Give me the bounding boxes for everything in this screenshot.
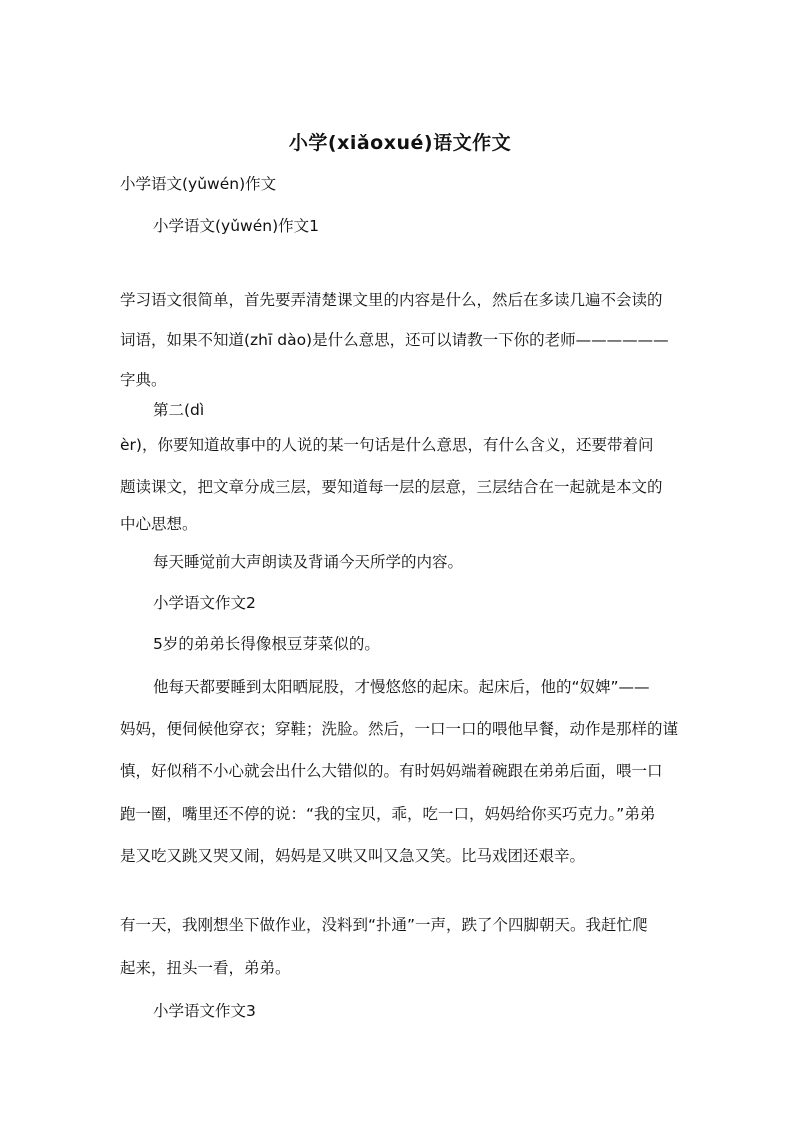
paragraph-line: 跑一圈，嘴里还不停的说：“我的宝贝，乖，吃一口，妈妈给你买巧克力。”弟弟 — [120, 805, 656, 823]
paragraph-line: 词语，如果不知道(zhī dào)是什么意思，还可以请教一下你的老师—————— — [120, 331, 669, 349]
paragraph-line: 学习语文很简单，首先要弄清楚课文里的内容是什么，然后在多读几遍不会读的 — [120, 291, 663, 309]
paragraph-line: 是又吃又跳又哭又闹，妈妈是又哄又叫又急又笑。比马戏团还艰辛。 — [120, 847, 586, 865]
paragraph-line: 第二(dì — [153, 401, 205, 419]
paragraph-line: 他每天都要睡到太阳晒屁股，才慢悠悠的起床。起床后，他的“奴婢”—— — [153, 678, 650, 696]
paragraph-line: 5岁的弟弟长得像根豆芽菜似的。 — [153, 635, 380, 653]
paragraph-line: 字典。 — [120, 371, 167, 389]
paragraph-line: 慎，好似稍不小心就会出什么大错似的。有时妈妈端着碗跟在弟弟后面，喂一口 — [120, 762, 663, 780]
paragraph-line: èr)，你要知道故事中的人说的某一句话是什么意思，有什么含义，还要带着问 — [120, 436, 654, 454]
essay-heading-1: 小学语文(yǔwén)作文1 — [153, 217, 319, 235]
section-heading: 小学语文(yǔwén)作文 — [120, 175, 277, 193]
essay-heading-3: 小学语文作文3 — [153, 1002, 256, 1020]
essay-heading-2: 小学语文作文2 — [153, 594, 256, 612]
paragraph-line: 题读课文，把文章分成三层，要知道每一层的层意，三层结合在一起就是本文的 — [120, 478, 663, 496]
paragraph-line: 中心思想。 — [120, 515, 198, 533]
paragraph-line: 每天睡觉前大声朗读及背诵今天所学的内容。 — [153, 553, 464, 571]
paragraph-line: 有一天，我刚想坐下做作业，没料到“扑通”一声，跌了个四脚朝天。我赶忙爬 — [120, 916, 648, 934]
paragraph-line: 起来，扭头一看，弟弟。 — [120, 959, 291, 977]
paragraph-line: 妈妈，便伺候他穿衣；穿鞋；洗脸。然后，一口一口的喂他早餐，动作是那样的谨 — [120, 720, 679, 738]
document-title: 小学(xiǎoxué)语文作文 — [288, 132, 512, 154]
